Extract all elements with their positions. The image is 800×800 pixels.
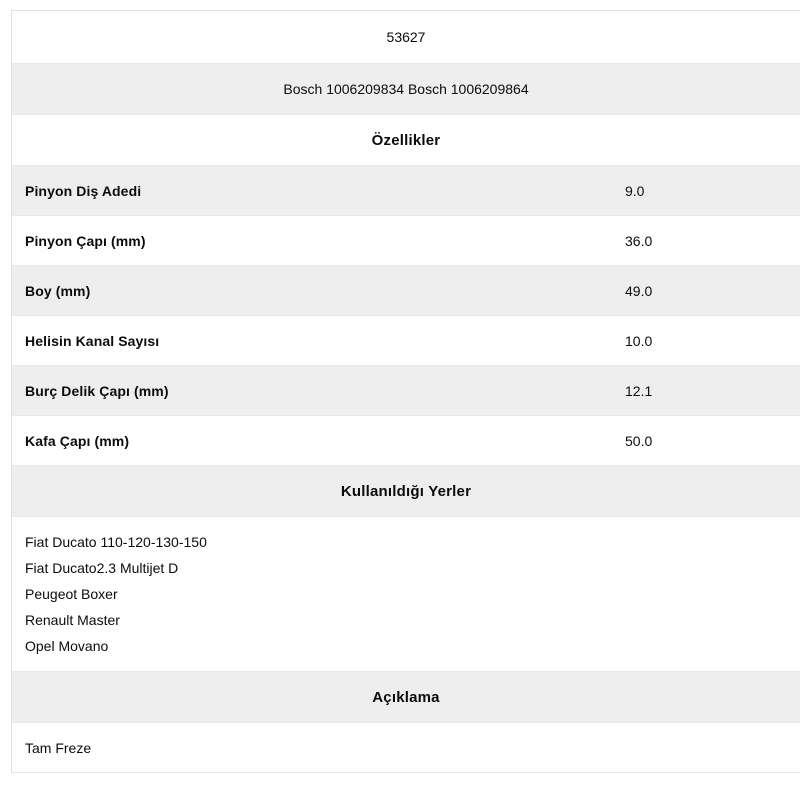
spec-label: Kafa Çapı (mm) xyxy=(25,432,130,449)
spec-value: 12.1 xyxy=(625,382,653,399)
spec-value: 36.0 xyxy=(625,232,653,249)
spec-value: 9.0 xyxy=(625,182,645,199)
product-spec-table xyxy=(11,10,800,773)
description-text: Tam Freze xyxy=(25,739,92,756)
description-row xyxy=(12,723,800,773)
usage-section-header xyxy=(12,466,800,517)
spec-label: Burç Delik Çapı (mm) xyxy=(25,382,169,399)
spec-row-kafa-capi xyxy=(12,416,800,466)
spec-label: Boy (mm) xyxy=(25,282,91,299)
spec-label: Pinyon Diş Adedi xyxy=(25,182,142,199)
vehicle-item: Peugeot Boxer xyxy=(25,586,118,602)
oem-numbers-row xyxy=(12,64,800,115)
features-section-header xyxy=(12,115,800,166)
vehicle-item: Fiat Ducato2.3 Multijet D xyxy=(25,560,179,576)
spec-value: 10.0 xyxy=(625,332,653,349)
spec-row-pinyon-capi xyxy=(12,216,800,266)
vehicle-item: Renault Master xyxy=(25,612,120,628)
spec-row-burc-delik-capi xyxy=(12,366,800,416)
description-section-header xyxy=(12,672,800,723)
vehicle-item: Fiat Ducato 110-120-130-150 xyxy=(25,534,207,550)
spec-row-pinyon-dis-adedi xyxy=(12,166,800,216)
description-title: Açıklama xyxy=(372,688,440,706)
oem-numbers: Bosch 1006209834 Bosch 1006209864 xyxy=(283,81,529,97)
product-code: 53627 xyxy=(386,29,426,45)
spec-value: 49.0 xyxy=(625,282,653,299)
vehicle-item: Opel Movano xyxy=(25,638,109,654)
spec-row-helisin-kanal-sayisi xyxy=(12,316,800,366)
spec-value: 50.0 xyxy=(625,432,653,449)
usage-title: Kullanıldığı Yerler xyxy=(340,482,472,500)
vehicle-list xyxy=(12,517,800,672)
spec-label: Pinyon Çapı (mm) xyxy=(25,232,146,249)
product-code-row xyxy=(12,11,800,64)
spec-label: Helisin Kanal Sayısı xyxy=(25,332,160,349)
features-title: Özellikler xyxy=(371,131,441,149)
spec-row-boy xyxy=(12,266,800,316)
